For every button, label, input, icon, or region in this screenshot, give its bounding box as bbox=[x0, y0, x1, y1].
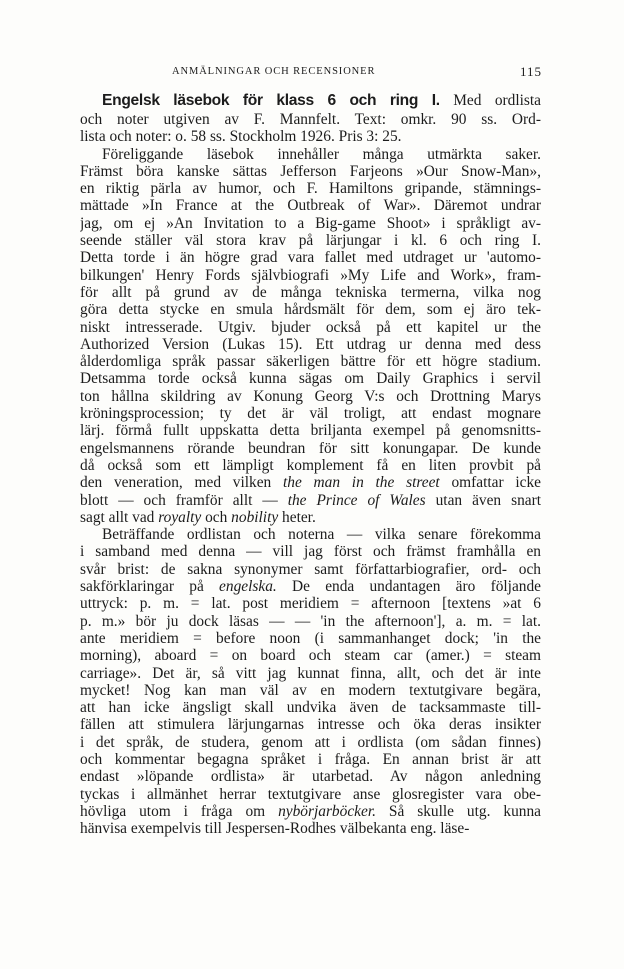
text-line bbox=[80, 215, 541, 232]
text-line bbox=[80, 751, 541, 768]
text-line bbox=[80, 457, 541, 474]
text-run: De enda undantagen äro följande bbox=[276, 578, 541, 596]
text-run: heter. bbox=[278, 508, 316, 526]
text-line bbox=[80, 353, 541, 370]
text-line bbox=[80, 647, 541, 664]
text-run: utan även snart bbox=[425, 491, 541, 509]
text-run: Detta torde i än högre grad vara fallet med utdraget ur 'automo- bbox=[80, 249, 541, 267]
text-line bbox=[80, 786, 541, 803]
text-line bbox=[80, 492, 541, 509]
text-run: Detsamma torde också kunna sägas om Daily Graphics i servil bbox=[80, 370, 541, 388]
page-header bbox=[88, 64, 542, 84]
text-line bbox=[80, 146, 541, 163]
text-run: ante meridiem = before noon (i sammanhanget dock; 'in the bbox=[80, 629, 541, 647]
text-run: niskt intresserade. Utgiv. bjuder också på ett kapitel ur the bbox=[80, 318, 541, 336]
text-line bbox=[80, 370, 541, 387]
text-run: p. m.» bör ju dock läsas — — 'in the afternoon'], a. m. = lat. bbox=[80, 612, 541, 630]
text-run: att han icke ängsligt skall undvika även de tacksammaste till- bbox=[80, 699, 541, 717]
text-line bbox=[80, 526, 541, 543]
italic-phrase: engelska. bbox=[219, 578, 277, 596]
text-line bbox=[80, 301, 541, 318]
text-line bbox=[80, 509, 541, 526]
italic-phrase: royalty bbox=[158, 508, 202, 526]
text-run: den veneration, med vilken bbox=[80, 474, 283, 492]
text-line bbox=[80, 595, 541, 612]
text-line bbox=[80, 267, 541, 284]
text-line bbox=[80, 232, 541, 249]
text-run: Främst böra kanske sättas Jefferson Farjeons »Our Snow-Man», bbox=[80, 162, 541, 180]
text-line bbox=[80, 111, 541, 128]
text-line bbox=[80, 699, 541, 716]
text-run: morning), aboard = on board och steam car (amer.) = steam bbox=[80, 647, 541, 665]
text-run: sagt allt vad bbox=[80, 508, 159, 526]
text-run: bilkungen' Henry Fords självbiografi »My Life and Work», fram- bbox=[80, 266, 541, 284]
text-line bbox=[80, 734, 541, 751]
text-run: uttryck: p. m. = lat. post meridiem = afternoon [textens »at 6 bbox=[80, 595, 541, 613]
text-line bbox=[80, 820, 541, 837]
text-run: mättade »In France at the Outbreak of War». Däremot undrar bbox=[80, 197, 541, 215]
text-run: en riktig pärla av humor, och F. Hamiltons gripande, stämnings- bbox=[80, 180, 541, 198]
text-run: för allt på grund av de många tekniska termerna, vilka nog bbox=[80, 283, 541, 301]
text-run: hövliga utom i fråga om bbox=[80, 802, 279, 820]
italic-phrase: the Prince of Wales bbox=[287, 491, 426, 509]
text-run: jag, om ej »An Invitation to a Big-game Shoot» i språkligt av- bbox=[80, 214, 541, 232]
text-run: lista och noter: o. 58 ss. Stockholm 1926. Pris 3: 25. bbox=[80, 128, 402, 146]
text-run: då också som ett lämpligt komplement få en liten provbit på bbox=[80, 456, 541, 474]
text-line bbox=[80, 630, 541, 647]
text-line bbox=[80, 768, 541, 785]
text-line bbox=[80, 474, 541, 491]
review-body bbox=[80, 91, 541, 837]
text-run: ålderdomliga språk passar säkerligen bättre för ett högre stadium. bbox=[80, 353, 541, 371]
text-run: och bbox=[201, 508, 232, 526]
text-run: endast »löpande ordlista» är utarbetad. Av någon anledning bbox=[80, 768, 541, 786]
text-run: lärj. förmå fullt uppskatta detta briljanta exempel på genomsnitts- bbox=[80, 422, 541, 440]
text-run: fällen att stimulera lärjungarnas intresse och öka deras insikter bbox=[80, 716, 541, 734]
text-line bbox=[80, 561, 541, 578]
text-run: i det språk, de studera, genom att i ordlista (om sådan finnes) bbox=[80, 733, 541, 751]
text-line bbox=[80, 249, 541, 266]
text-line bbox=[80, 803, 541, 820]
text-run: Authorized Version (Lukas 15). Ett utdrag ur denna med dess bbox=[80, 335, 541, 353]
text-run: blott — och framför allt — bbox=[80, 491, 288, 509]
text-line bbox=[80, 91, 541, 111]
running-head: ANMÄLNINGAR OCH RECENSIONER bbox=[172, 66, 376, 77]
text-run: Så skulle utg. kunna bbox=[375, 802, 541, 820]
text-run: sakförklaringar på bbox=[80, 578, 220, 596]
text-line bbox=[80, 163, 541, 180]
text-run: ton hållna skildring av Konung Georg V:s och Drottning Marys bbox=[80, 387, 541, 405]
text-run: tyckas i allmänhet herrar textutgivare anse glosregister vara obe- bbox=[80, 785, 541, 803]
text-run: omfattar icke bbox=[439, 474, 541, 492]
text-run: mycket! Nog kan man väl av en modern textutgivare begära, bbox=[80, 681, 541, 699]
text-run: kröningsprocession; ty det är väl troligt, att endast mognare bbox=[80, 405, 541, 423]
text-run: göra detta stycke en smula hårdsmält för dem, som ej äro tek- bbox=[80, 301, 541, 319]
text-run: seende ställer väl stora krav på lärjungar i kl. 6 och ring I. bbox=[80, 232, 541, 250]
text-line bbox=[80, 388, 541, 405]
text-line bbox=[80, 422, 541, 439]
text-line bbox=[80, 405, 541, 422]
text-line bbox=[80, 682, 541, 699]
text-run: och noter utgiven av F. Mannfelt. Text: omkr. 90 ss. Ord- bbox=[80, 111, 541, 128]
text-run: och kommentar begagna språket i fråga. En annan brist är att bbox=[80, 750, 541, 768]
italic-phrase: the man in the street bbox=[283, 474, 440, 492]
text-line bbox=[80, 613, 541, 630]
text-run: Föreliggande läsebok innehåller många utmärkta saker. bbox=[102, 145, 541, 163]
text-line bbox=[80, 319, 541, 336]
text-line bbox=[80, 128, 541, 145]
text-run: i samband med denna — vill jag först och främst framhålla en bbox=[80, 543, 541, 561]
text-run: carriage». Det är, så vitt jag kunnat finna, allt, och det är inte bbox=[80, 664, 541, 682]
page-number: 115 bbox=[519, 64, 542, 79]
text-line bbox=[80, 336, 541, 353]
italic-phrase: nybörjarböcker. bbox=[278, 802, 376, 820]
text-line bbox=[80, 180, 541, 197]
text-run: svår brist: de sakna synonymer samt författarbiografier, ord- och bbox=[80, 560, 541, 578]
italic-phrase: nobility bbox=[231, 508, 279, 526]
text-line bbox=[80, 197, 541, 214]
text-line bbox=[80, 284, 541, 301]
text-line bbox=[80, 578, 541, 595]
text-line bbox=[80, 665, 541, 682]
review-title: Engelsk läsebok för klass 6 och ring I. bbox=[102, 92, 440, 109]
text-run: engelsmannens rörande beundran för sitt konungapar. De kunde bbox=[80, 439, 541, 457]
text-line bbox=[80, 440, 541, 457]
text-run: Med ordlista bbox=[439, 92, 541, 109]
text-run: hänvisa exempelvis till Jespersen-Rodhes välbekanta eng. läse- bbox=[80, 820, 470, 838]
text-line bbox=[80, 543, 541, 560]
text-run: Beträffande ordlistan och noterna — vilka senare förekomma bbox=[102, 526, 541, 544]
text-line bbox=[80, 716, 541, 733]
